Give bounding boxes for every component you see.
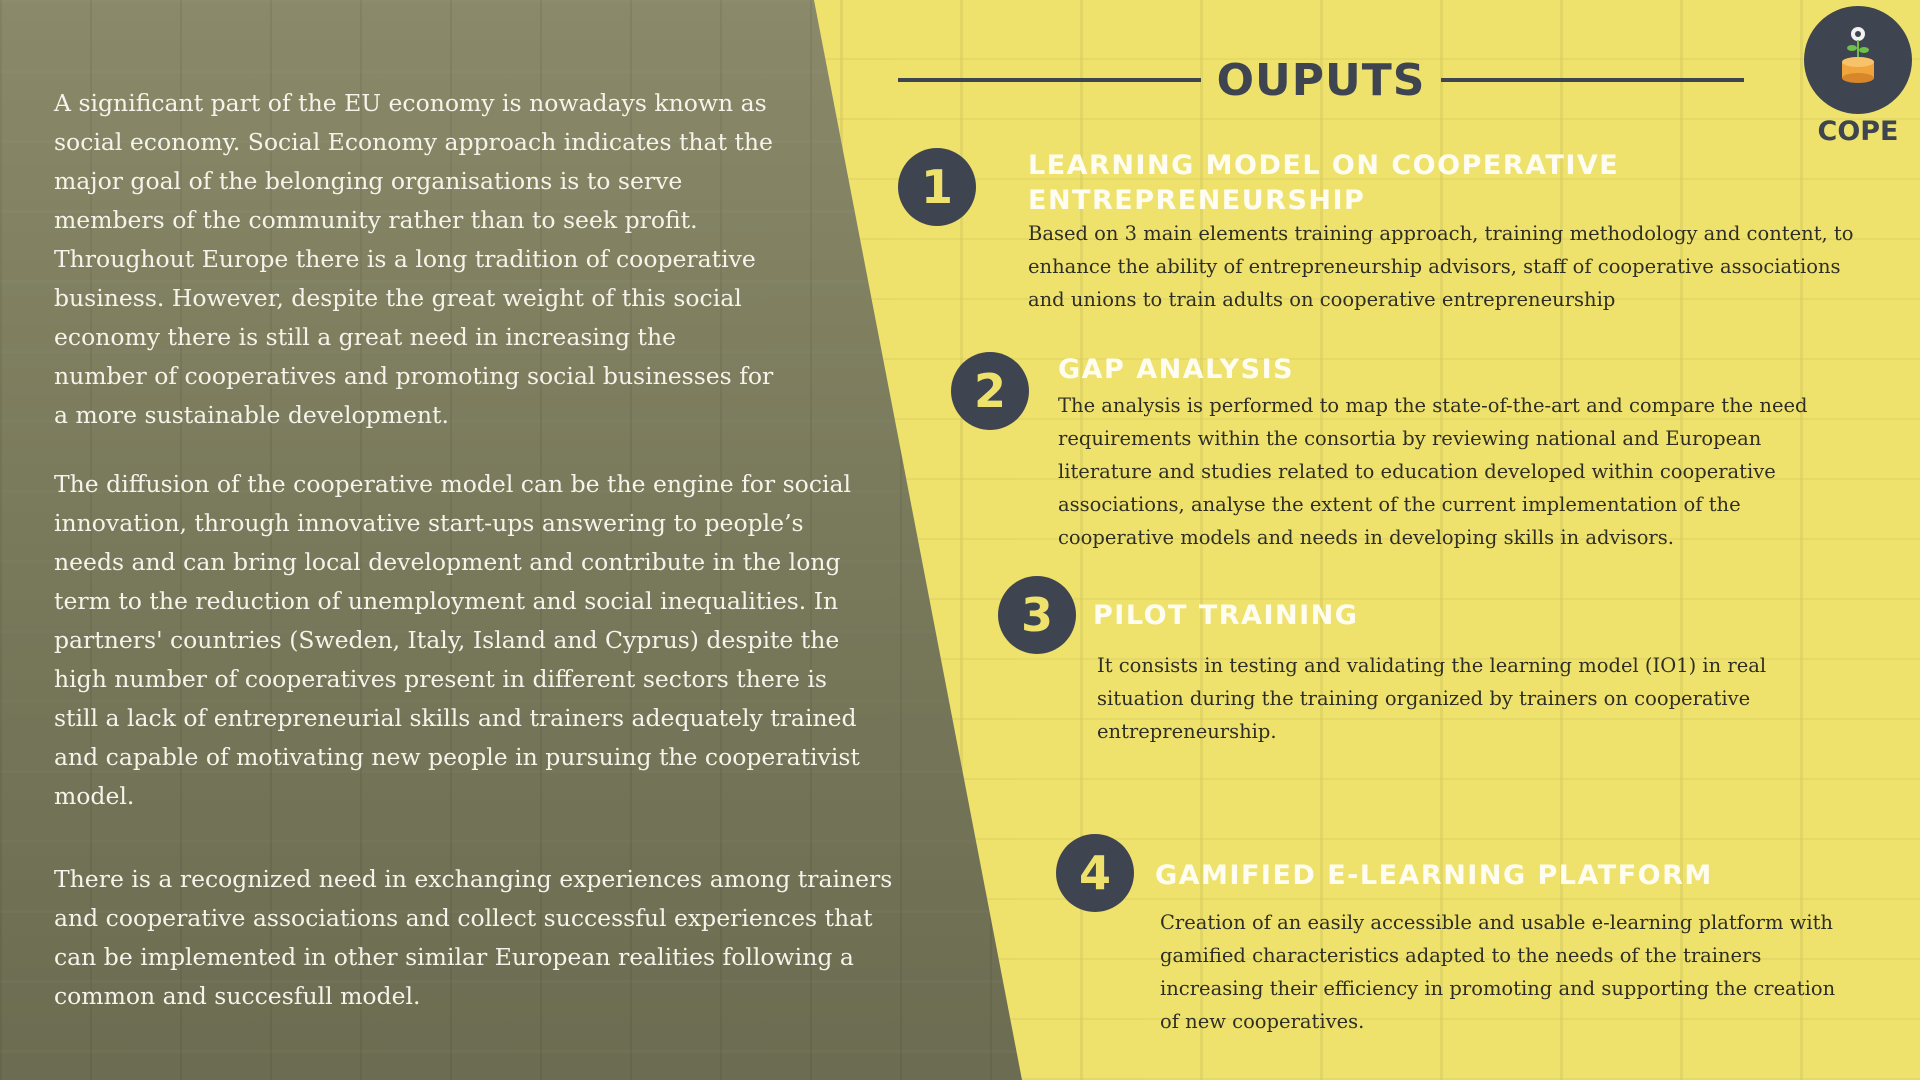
header-rule-left (898, 78, 1201, 82)
output-title: PILOT TRAINING (1093, 600, 1359, 631)
outputs-header (898, 50, 1744, 110)
output-description: Based on 3 main elements training approach, training methodology and content, to enhance the ability of entrepreneurship advisors, staff of cooperative associations and unions to train adults on cooperative entrepreneurship (1028, 222, 1854, 311)
output-title: LEARNING MODEL ON COOPERATIVE ENTREPRENEURSHIP (1028, 150, 1620, 216)
page-title: OUPUTS (1216, 54, 1426, 106)
exchange-paragraph: There is a recognized need in exchanging experiences among trainers and cooperative associations and collect successful experiences that can be implemented in other similar European realities following a common and succesfull model. (54, 865, 893, 1010)
header-rule-right (1441, 78, 1744, 82)
intro-paragraph: A significant part of the EU economy is nowadays known as social economy. Social Economy approach indicates that the major goal of the belonging organisations is to serve members of the community rather than to seek profit. Throughout Europe there is a long tradition of cooperative business. However, despite the great weight of this social economy there is still a great need in increasing the number of cooperatives and promoting social businesses for a more sustainable development. (54, 89, 774, 429)
output-description: Creation of an easily accessible and usable e-learning platform with gamified characteristics adapted to the needs of the trainers increasing their efficiency in promoting and supporting the creation of new cooperatives. (1160, 911, 1836, 1033)
output-number-badge: 2 (951, 352, 1029, 430)
output-description: The analysis is performed to map the state-of-the-art and compare the need requirements within the consortia by reviewing national and European literature and studies related to education developed within cooperative associations, analyse the extent of the current implementation of the cooperative models and needs in developing skills in advisors. (1058, 394, 1808, 549)
output-number-badge: 1 (898, 148, 976, 226)
output-number-badge: 4 (1056, 834, 1134, 912)
logo-label: COPE (1817, 116, 1899, 147)
diffusion-paragraph: The diffusion of the cooperative model can be the engine for social innovation, through innovative start-ups answering to people’s needs and can bring local development and contribute in the long term to the reduction of unemployment and social inequalities. In partners' countries (Sweden, Italy, Island and Cyprus) despite the high number of cooperatives present in different sectors there is still a lack of entrepreneurial skills and trainers adequately trained and capable of motivating new people in pursuing the cooperativist model. (54, 470, 860, 810)
output-title: GAP ANALYSIS (1058, 354, 1295, 385)
output-title: GAMIFIED E-LEARNING PLATFORM (1155, 860, 1713, 891)
output-description: It consists in testing and validating the learning model (IO1) in real situation during the training organized by trainers on cooperative entrepreneurship. (1097, 654, 1767, 743)
output-number-badge: 3 (998, 576, 1076, 654)
cope-logo (1804, 6, 1912, 114)
cope-logo-icon (1840, 26, 1876, 86)
